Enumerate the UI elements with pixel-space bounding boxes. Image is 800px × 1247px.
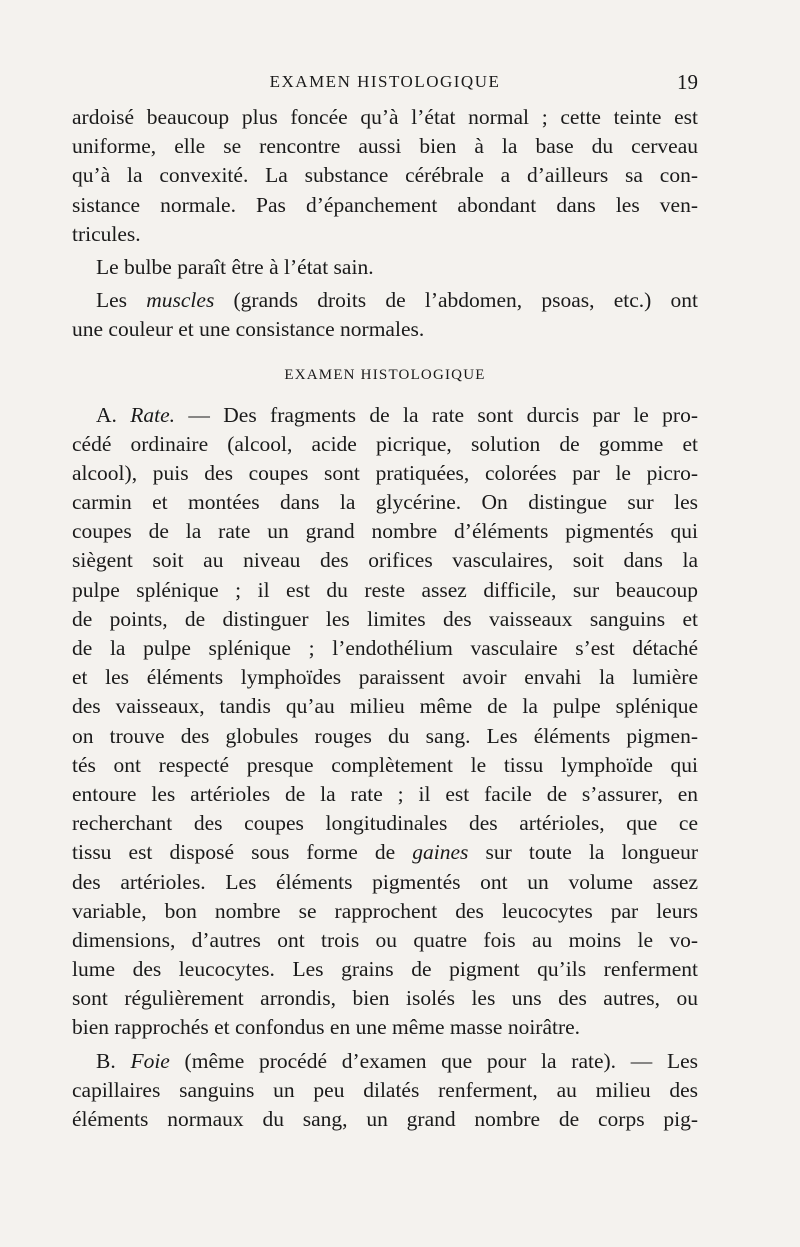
- text-line: capillaires sanguins un peu dilatés renferment, au milieu des: [72, 1077, 698, 1102]
- paragraph-cerveau: [72, 103, 698, 249]
- paragraph-bulbe: [72, 253, 698, 282]
- text-line: on trouve des globules rouges du sang. Les éléments pigmen-: [72, 723, 698, 748]
- text-line: qu’à la convexité. La substance cérébrale a d’ailleurs sa con-: [72, 163, 698, 188]
- italic-term: gaines: [412, 840, 469, 865]
- text-span: (même procédé d’examen que pour la rate). — Les: [169, 1048, 698, 1073]
- text-line: [72, 838, 698, 867]
- running-head: [72, 70, 698, 96]
- text-line: de points, de distinguer les limites des vaisseaux sanguins et: [72, 606, 698, 631]
- text-line: [72, 1047, 698, 1076]
- text-line: tricules.: [72, 221, 141, 246]
- text-line: et les éléments lymphoïdes paraissent avoir envahi la lumière: [72, 665, 698, 690]
- text-span: Les: [96, 288, 147, 313]
- paragraph-foie: [72, 1047, 698, 1135]
- text-line: alcool), puis des coupes sont pratiquées, colorées par le picro-: [72, 460, 698, 485]
- text-line: bien rapprochés et confondus en une même masse noirâtre.: [72, 1015, 581, 1040]
- text-line: cédé ordinaire (alcool, acide picrique, solution de gomme et: [72, 431, 698, 456]
- text-line: pulpe splénique ; il est du reste assez difficile, sur beaucoup: [72, 577, 698, 602]
- text-line: ardoisé beaucoup plus foncée qu’à l’état normal ; cette teinte est: [72, 105, 698, 129]
- text-line: coupes de la rate un grand nombre d’éléments pigmentés qui: [72, 519, 698, 544]
- text-line: éléments normaux du sang, un grand nombre de corps pig-: [72, 1107, 698, 1131]
- text-line: une couleur et une consistance normales.: [72, 317, 425, 342]
- running-title: EXAMEN HISTOLOGIQUE: [269, 72, 501, 91]
- text-span: A.: [96, 402, 131, 427]
- text-line: variable, bon nombre se rapprochent des leucocytes par leurs: [72, 898, 698, 923]
- text-span: — Des fragments de la rate sont durcis par le pro-: [175, 402, 699, 427]
- italic-term: muscles: [146, 288, 215, 313]
- italic-term: Rate.: [130, 402, 176, 427]
- paragraph-rate: [72, 401, 698, 1043]
- text-line: siègent soit au niveau des orifices vasculaires, soit dans la: [72, 548, 698, 573]
- text-line: carmin et montées dans la glycérine. On distingue sur les: [72, 490, 698, 515]
- text-line: des vaisseaux, tandis qu’au milieu même de la pulpe splénique: [72, 694, 698, 719]
- text-line: recherchant des coupes longitudinales des artérioles, que ce: [72, 811, 698, 836]
- paragraph-muscles: [72, 286, 698, 344]
- text-line: entoure les artérioles de la rate ; il est facile de s’assurer, en: [72, 781, 698, 806]
- text-line: dimensions, d’autres ont trois ou quatre fois au moins le vo-: [72, 927, 698, 952]
- section-heading: EXAMEN HISTOLOGIQUE: [284, 366, 486, 383]
- text-span: (grands droits de l’abdomen, psoas, etc.) ont: [214, 288, 699, 313]
- text-line: sont régulièrement arrondis, bien isolés les uns des autres, ou: [72, 986, 698, 1011]
- text-line: lume des leucocytes. Les grains de pigment qu’ils renferment: [72, 957, 698, 982]
- text-span: tissu est disposé sous forme de: [72, 840, 413, 865]
- text-line: tés ont respecté presque complètement le tissu lymphoïde qui: [72, 752, 698, 777]
- text-line: uniforme, elle se rencontre aussi bien à la base du cerveau: [72, 134, 698, 159]
- text-line: sistance normale. Pas d’épanchement abondant dans les ven-: [72, 192, 698, 217]
- page-number: 19: [677, 70, 698, 94]
- body-text: [72, 103, 698, 1134]
- text-line: des artérioles. Les éléments pigmentés ont un volume assez: [72, 869, 698, 894]
- text-line: [72, 286, 698, 315]
- text-line: [72, 401, 698, 430]
- text-span: sur toute la longueur: [468, 840, 698, 865]
- text-line: Le bulbe paraît être à l’état sain.: [96, 254, 374, 279]
- text-line: de la pulpe splénique ; l’endothélium vasculaire s’est détaché: [72, 636, 698, 660]
- text-span: B.: [96, 1048, 131, 1073]
- italic-term: Foie: [130, 1048, 170, 1073]
